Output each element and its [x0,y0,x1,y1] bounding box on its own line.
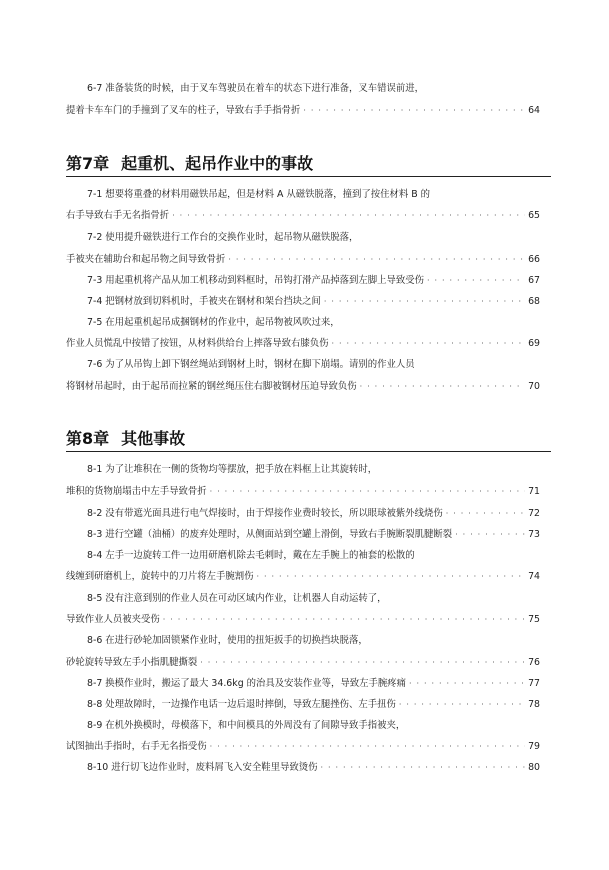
entry-line-with-page [66,677,540,690]
entry-line-with-page [66,761,540,774]
entry-text: 砂轮旋转导致左手小指肌腱撕裂 [66,657,198,668]
page-number: 75 [528,614,540,625]
chapter-heading-7 [66,154,551,177]
entry-line: 7-6 为了从吊钩上卸下钢丝绳站到钢材上时，钢材在脚下崩塌。请别的作业人员 [87,359,415,370]
entry-line-with-page [66,295,540,308]
entry-text: 8-7 换模作业时，搬运了最大 34.6kg 的治具及安装作业等，导致左手腕疼痛 [87,678,407,689]
leader-dots [210,485,525,498]
chapter-number: 第7章 [66,154,110,173]
entry-line-with-page [66,613,540,626]
entry-line-with-page [66,104,540,117]
entry-line-with-page [66,656,540,669]
entry-text: 线缠到研磨机上，旋转中的刀片将左手腕割伤 [66,571,254,582]
entry-text: 7-4 把钢材放到切料机时，手被夹在钢材和架台挡块之间 [87,296,321,307]
entry-line: 7-1 想要将重叠的材料用磁铁吊起，但是材料 A 从磁铁脱落，撞到了按住材料 B 的 [87,189,431,200]
leader-dots [455,528,525,541]
leader-dots [228,253,525,266]
leader-dots [446,507,525,520]
entry-text: 右手导致右手无名指骨折 [66,210,170,221]
page-number: 70 [528,381,540,392]
leader-dots [409,677,525,690]
entry-line-with-page [66,274,540,287]
entry-text: 堆积的货物崩塌击中左手导致骨折 [66,486,207,497]
chapter-heading-8 [66,429,551,452]
chapter-title: 其他事故 [121,429,186,448]
leader-dots [321,761,526,774]
leader-dots [210,740,525,753]
page-number: 72 [528,508,540,519]
entry-text: 8-3 进行空罐（油桶）的废弃处理时，从侧面站到空罐上滑倒，导致右手腕断裂肌腱断裂 [87,529,453,540]
entry-line: 8-1 为了让堆积在一侧的货物均等摆放，把手放在料框上让其旋转时， [87,464,378,475]
entry-line-with-page [66,337,540,350]
entry-text: 试图抽出手指时，右手无名指受伤 [66,741,207,752]
entry-text: 作业人员慌乱中按错了按钮，从材料供给台上摔落导致右膝负伤 [66,338,329,349]
entry-line-with-page [66,570,540,583]
leader-dots [399,698,525,711]
page-number: 64 [528,105,540,116]
entry-line-with-page [66,740,540,753]
entry-text: 提着卡车车门的手撞到了叉车的柱子，导致右手手指骨折 [66,105,301,116]
entry-line-with-page [66,253,540,266]
entry-line-with-page [66,528,540,541]
leader-dots [332,337,526,350]
entry-text: 8-2 没有带遮光面具进行电气焊接时，由于焊接作业费时较长，所以眼球被紫外线烧伤 [87,508,443,519]
entry-line-with-page [66,507,540,520]
entry-text: 手被夹在辅助台和起吊物之间导致骨折 [66,254,226,265]
page-number: 69 [528,338,540,349]
entry-text: 8-10 进行切飞边作业时，废料屑飞入安全鞋里导致烫伤 [87,762,318,773]
page-number: 66 [528,254,540,265]
leader-dots [324,295,525,308]
chapter-number: 第8章 [66,429,110,448]
entry-line-with-page [66,485,540,498]
entry-text: 8-8 处理故障时，一边操作电话一边后退时摔倒，导致左腿挫伤、左手扭伤 [87,699,396,710]
page-number: 71 [528,486,540,497]
page-number: 77 [528,678,540,689]
leader-dots [360,380,525,393]
leader-dots [257,570,526,583]
entry-text: 导致作业人员被夹受伤 [66,614,160,625]
leader-dots [163,613,525,626]
entry-line-with-page [66,209,540,222]
chapter-title: 起重机、起吊作业中的事故 [121,154,314,173]
entry-line: 8-6 在进行砂轮加固锁紧作业时，使用的扭矩扳手的切换挡块脱落， [87,635,368,646]
page-number: 78 [528,699,540,710]
page-number: 67 [528,275,540,286]
entry-text: 将钢材吊起时，由于起吊而拉紧的钢丝绳压住右脚被钢材压迫导致负伤 [66,381,357,392]
entry-line-with-page [66,698,540,711]
leader-dots [200,656,525,669]
page-number: 80 [528,762,540,773]
leader-dots [172,209,525,222]
page-number: 73 [528,529,540,540]
page-number: 74 [528,571,540,582]
page-number: 65 [528,210,540,221]
leader-dots [427,274,525,287]
entry-line: 8-9 在机外换模时，母模落下，和中间模具的外周没有了间隙导致手指被夹， [87,720,406,731]
entry-line: 8-4 左手一边旋转工件一边用研磨机除去毛刺时，戴在左手腕上的袖套的松散的 [87,550,415,561]
page-number: 79 [528,741,540,752]
entry-line-with-page [66,380,540,393]
page-number: 76 [528,657,540,668]
entry-text: 7-3 用起重机将产品从加工机移动到料框时，吊钩打滑产品掉落到左脚上导致受伤 [87,275,425,286]
entry-line: 7-2 使用提升磁铁进行工作台的交换作业时，起吊物从磁铁脱落， [87,232,359,243]
entry-line: 8-5 没有注意到别的作业人员在可动区域内作业，让机器人自动运转了， [87,593,387,604]
leader-dots [303,104,525,117]
page-number: 68 [528,296,540,307]
entry-line: 7-5 在用起重机起吊成捆钢材的作业中，起吊物被风吹过来， [87,317,340,328]
entry-line: 6-7 准备装货的时候，由于叉车驾驶员在着车的状态下进行准备，叉车错误前进， [87,83,425,94]
